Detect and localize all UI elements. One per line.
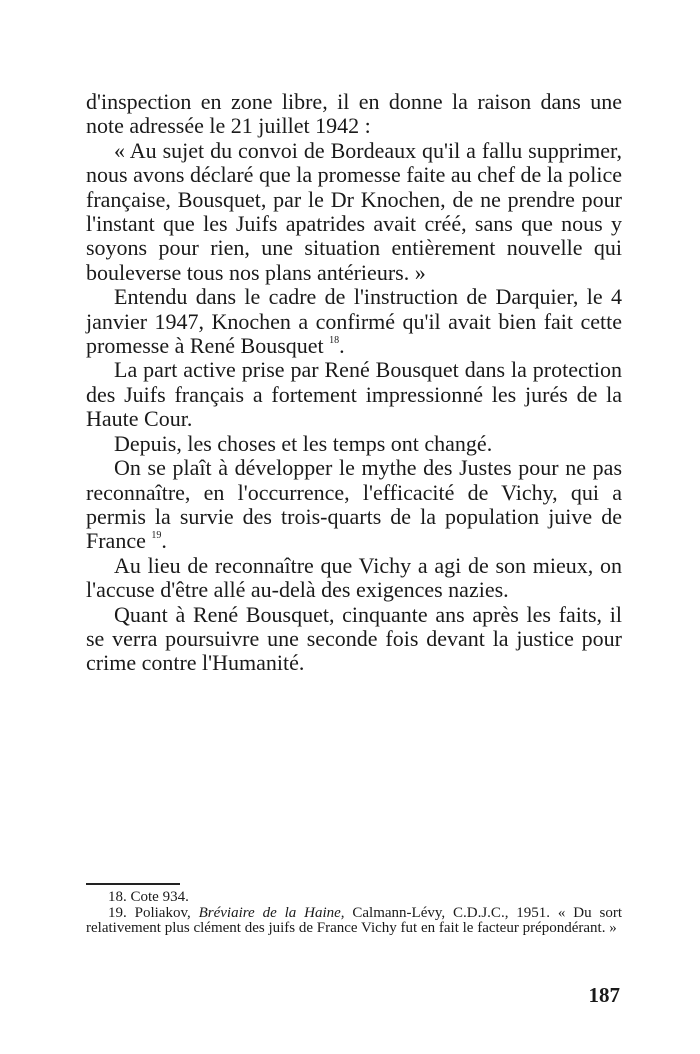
footnotes	[86, 890, 622, 937]
footnote-18: 18. Cote 934.	[108, 889, 189, 905]
paragraph: d'inspection en zone libre, il en donne la raison dans une note adressée le 21 juillet 1942 :	[86, 89, 622, 139]
quotation-paragraph: « Au sujet du convoi de Bordeaux qu'il a fallu supprimer, nous avons déclaré que la promesse faite au chef de la police française, Bousquet, par le Dr Knochen, de ne prendre pour l'instant que les Juifs apatrides avait créé, sans que nous y soyons pour rien, une situation entièrement nouvelle qui bouleverse tous nos plans antérieurs. »	[86, 137, 622, 285]
paragraph-end: .	[339, 333, 345, 359]
paragraph	[86, 456, 622, 554]
paragraph-end: .	[161, 528, 167, 554]
paragraph-text: Entendu dans le cadre de l'instruction de Darquier, le 4 janvier 1947, Knochen a confirmé qu'il avait bien fait cette promesse à René Bousquet	[86, 284, 622, 359]
page-number: 187	[588, 983, 620, 1007]
paragraph: La part active prise par René Bousquet dans la protection des Juifs français a fortement impressionné les jurés de la Haute Cour.	[86, 357, 622, 432]
footnote-19-prefix: 19. Poliakov,	[108, 904, 199, 921]
footnote-ref-19: 19	[151, 530, 162, 542]
paragraph	[86, 285, 622, 358]
paragraph: Au lieu de reconnaître que Vichy a agi de son mieux, on l'accuse d'être allé au-delà des exigences nazies.	[86, 552, 622, 603]
paragraph-text: On se plaît à développer le mythe des Justes pour ne pas reconnaître, en l'occurrence, l'efficacité de Vichy, qui a permis la survie des trois-quarts de la population juive de France	[86, 455, 622, 554]
footnote-19	[86, 906, 622, 937]
paragraph: Depuis, les choses et les temps ont changé.	[114, 430, 493, 456]
footnote-19-rest: Calmann-Lévy, C.D.J.C., 1951. « Du sort relativement plus clément des juifs de France Vichy fut en fait le facteur prépondérant. »	[86, 904, 622, 937]
paragraph: Quant à René Bousquet, cinquante ans après les faits, il se verra poursuivre une seconde fois devant la justice pour crime contre l'Humanité.	[86, 601, 622, 676]
footnote-19-title: Bréviaire de la Haine,	[198, 904, 345, 921]
footnote-ref-18: 18	[329, 335, 340, 347]
body-text	[86, 90, 622, 676]
footnote-divider	[86, 883, 180, 885]
